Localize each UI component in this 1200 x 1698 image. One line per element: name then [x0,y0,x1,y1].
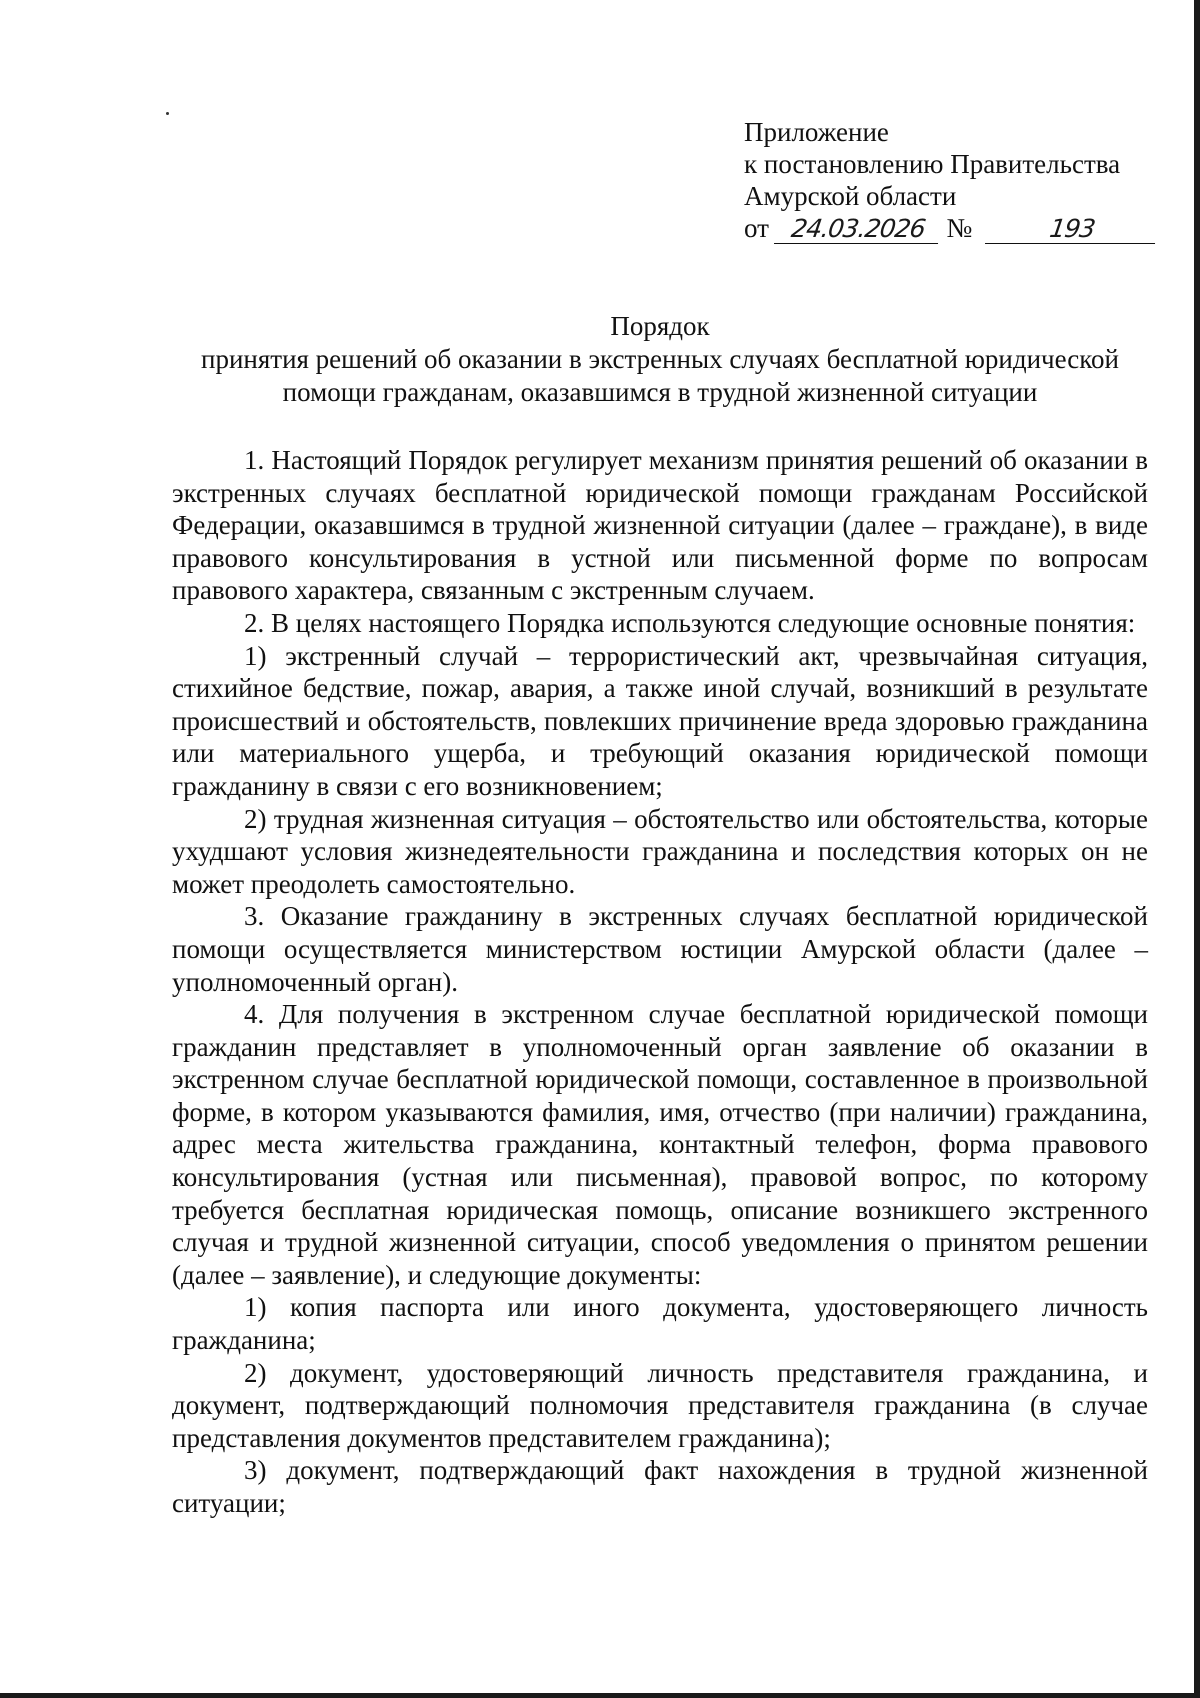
title-subtitle-line-2: помощи гражданам, оказавшимся в трудной жизненной ситуации [282,377,1038,407]
paragraph-4: 4. Для получения в экстренном случае бесплатной юридической помощи гражданин представляет в уполномоченный орган заявление об оказании в экстренном случае бесплатной юридической помощи, составленное в произвольной форме, в котором указываются фамилия, имя, отчество (при наличии) гражданина, адрес места жительства гражданина, контактный телефон, форма правового консультирования (устная или письменная), правовой вопрос, по которому требуется бесплатная юридическая помощь, описание возникшего экстренного случая и трудной жизненной ситуации, способ уведомления о принятом решении (далее – заявление), и следующие документы: [172,999,1148,1290]
title-subtitle-line-1: принятия решений об оказании в экстренных случаях бесплатной юридической [201,344,1119,374]
addendum-block [744,116,1157,244]
paragraph-2-item-1: 1) экстренный случай – террористический акт, чрезвычайная ситуация, стихийное бедствие, пожар, авария, а также иной случай, возникший в результате происшествий и обстоятельств, повлекших причинение вреда здоровью гражданина или материального ущерба, и требующий оказания юридической помощи гражданину в связи с его возникновением; [172,640,1148,801]
scan-edge-right [1194,0,1200,1698]
document-title [160,310,1160,409]
scan-speck [166,112,169,115]
handwritten-date: 24.03.2026 [774,215,942,244]
paragraph-3: 3. Оказание гражданину в экстренных случаях бесплатной юридической помощи осуществляется министерством юстиции Амурской области (далее – уполномоченный орган). [172,901,1148,997]
date-prefix: от [744,213,769,243]
addendum-line-2: к постановлению Правительства [744,149,1121,179]
paragraph-1: 1. Настоящий Порядок регулирует механизм принятия решений об оказании в экстренных случаях бесплатной юридической помощи гражданам Российской Федерации, оказавшимся в трудной жизненной ситуации (далее – граждане), в виде правового консультирования в устной или письменной форме по вопросам правового характера, связанным с экстренным случаем. [172,445,1148,606]
number-prefix: № [946,213,973,243]
paragraph-2-item-2: 2) трудная жизненная ситуация – обстоятельство или обстоятельства, которые ухудшают условия жизнедеятельности гражданина и последствия которых он не может преодолеть самостоятельно. [172,803,1148,899]
addendum-date-number-line [744,212,1157,244]
scan-edge-bottom [0,1693,1200,1698]
handwritten-number: 193 [985,215,1159,244]
paragraph-4-item-2: 2) документ, удостоверяющий личность представителя гражданина, и документ, подтверждающий полномочия представителя гражданина (в случае представления документов представителем гражданина); [172,1357,1148,1453]
addendum-line-3: Амурской области [744,181,957,211]
paragraph-4-item-1: 1) копия паспорта или иного документа, удостоверяющего личность гражданина; [172,1292,1148,1356]
paragraph-4-item-3: 3) документ, подтверждающий факт нахождения в трудной жизненной ситуации; [172,1455,1148,1518]
title-heading: Порядок [610,311,710,341]
paragraph-2: 2. В целях настоящего Порядка используются следующие основные понятия: [244,607,1136,638]
document-body [172,444,1148,1520]
addendum-line-1: Приложение [744,117,889,147]
